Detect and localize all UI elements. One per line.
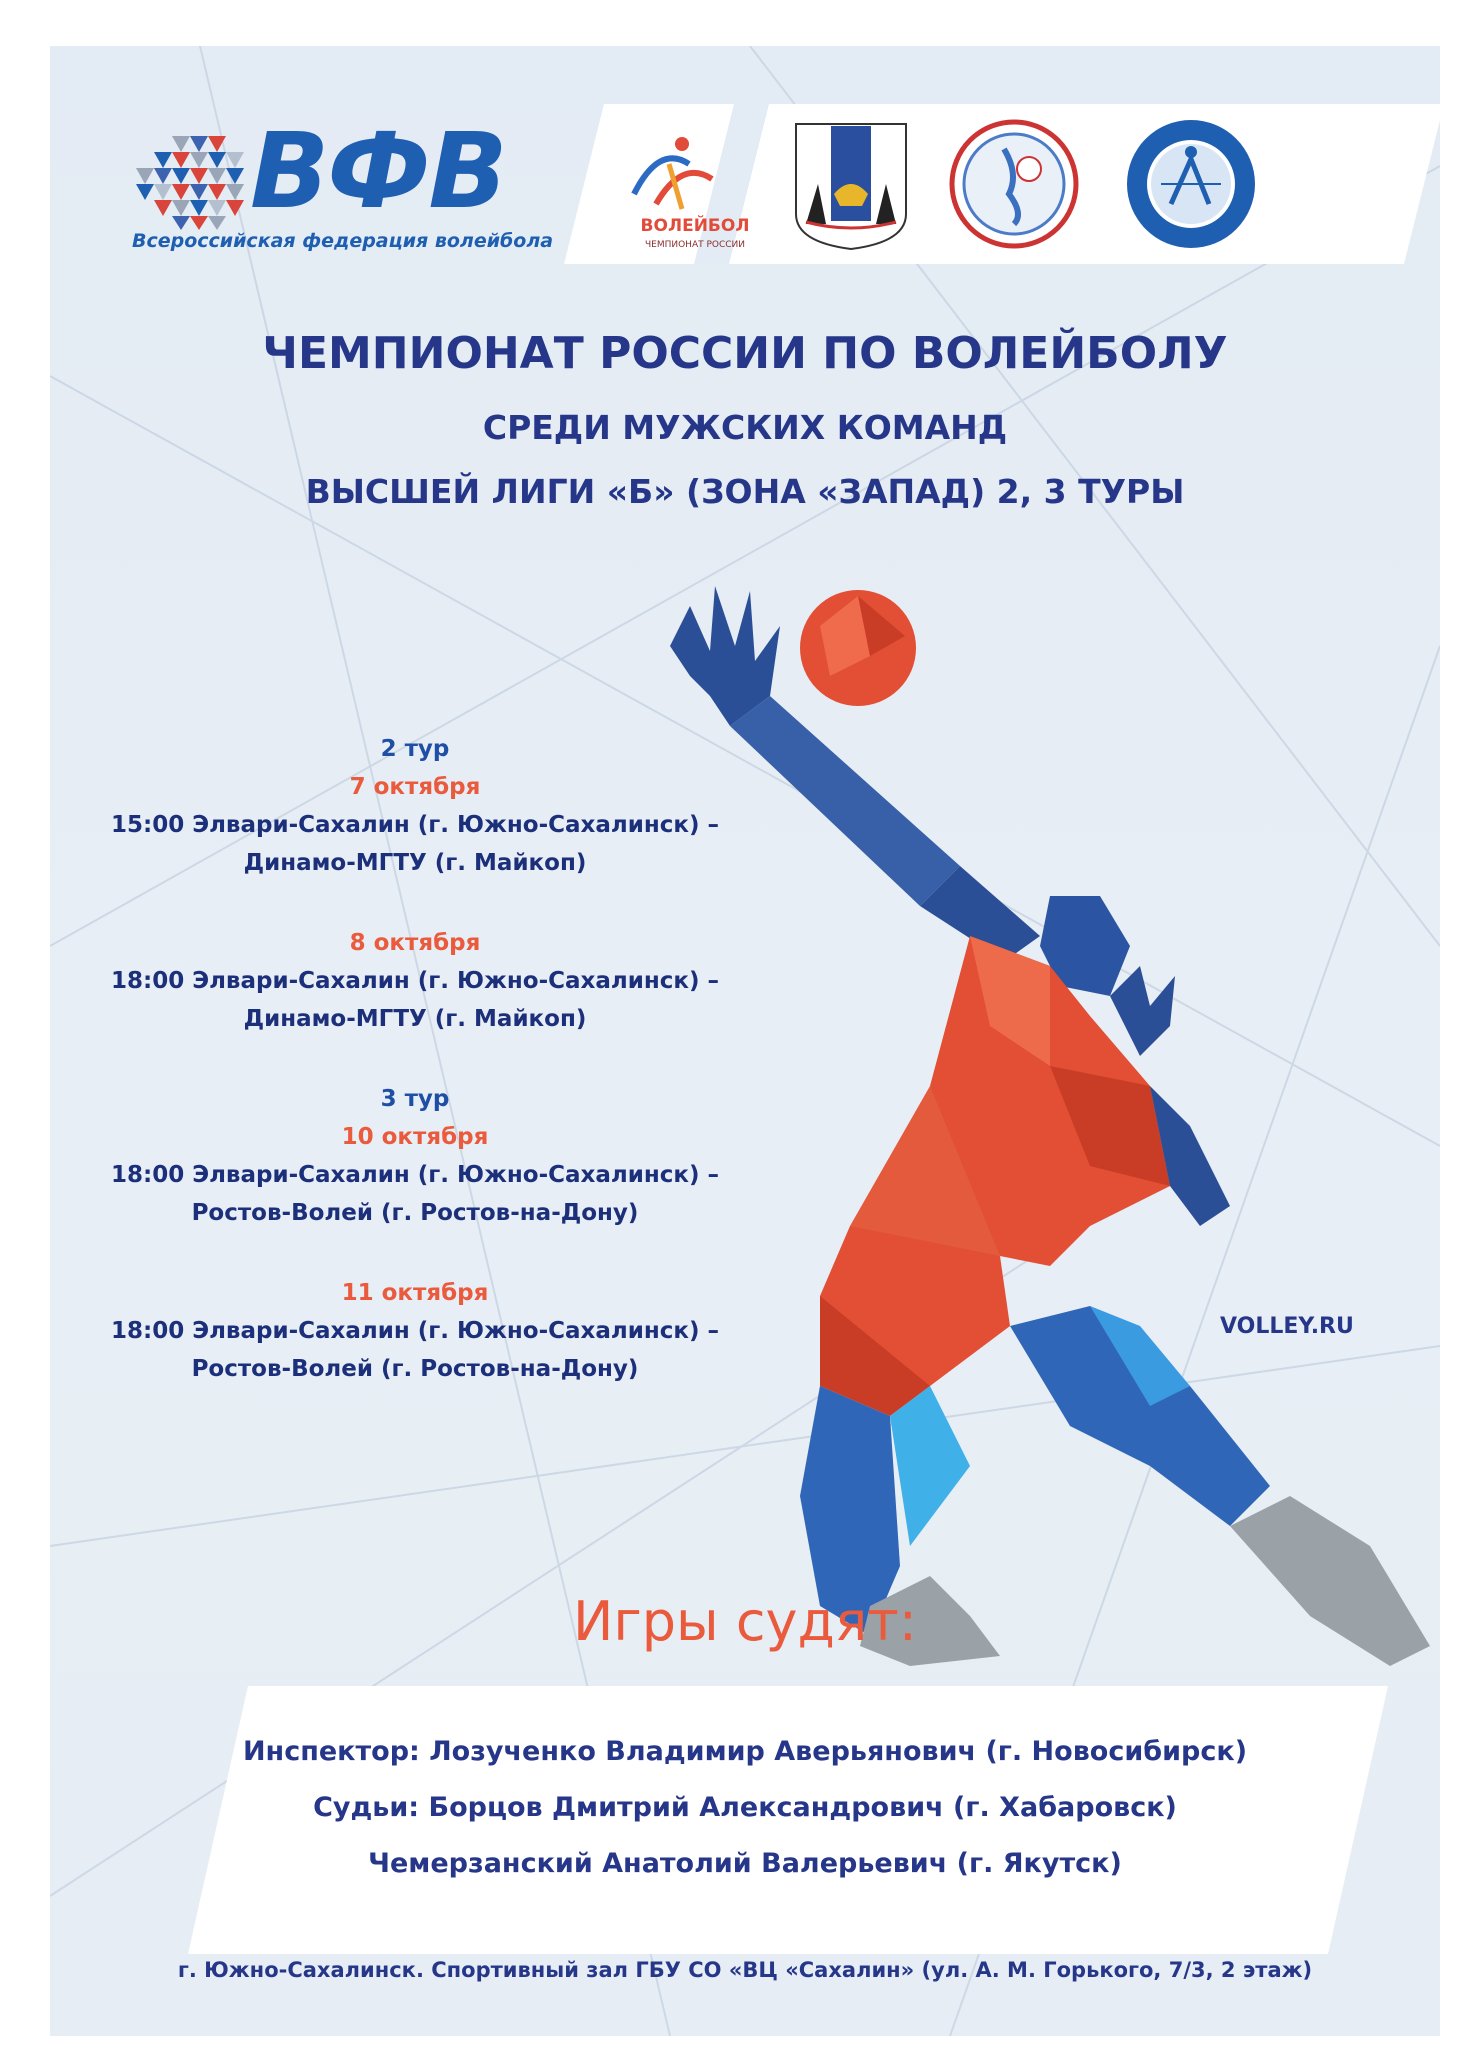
game-line: Ростов-Волей (г. Ростов-на-Дону) bbox=[191, 1200, 639, 1226]
page-subtitle-1: СРЕДИ МУЖСКИХ КОМАНД bbox=[482, 408, 1008, 447]
game-line: Ростов-Волей (г. Ростов-на-Дону) bbox=[191, 1356, 639, 1382]
page-title: ЧЕМПИОНАТ РОССИИ ПО ВОЛЕЙБОЛУ bbox=[262, 328, 1228, 379]
inspector-line: Инспектор: Лозученко Владимир Аверьянович (г. Новосибирск) bbox=[242, 1736, 1248, 1767]
website-link[interactable]: VOLLEY.RU bbox=[1220, 1314, 1354, 1339]
game-date: 8 октября bbox=[349, 930, 481, 956]
volleyball-player-illustration bbox=[670, 566, 1440, 1686]
vfv-abbreviation: ВФВ bbox=[250, 110, 506, 232]
game-date: 10 октября bbox=[341, 1124, 489, 1150]
game-line: 18:00 Элвари-Сахалин (г. Южно-Сахалинск) – bbox=[110, 968, 720, 994]
championship-logo-title: ВОЛЕЙБОЛ bbox=[640, 216, 750, 236]
page-subtitle-2: ВЫСШЕЙ ЛИГИ «Б» (ЗОНА «ЗАПАД) 2, 3 ТУРЫ bbox=[305, 472, 1185, 511]
game-date: 11 октября bbox=[341, 1280, 489, 1306]
game-line: Динамо-МГТУ (г. Майкоп) bbox=[243, 850, 587, 876]
vfv-full-name: Всероссийская федерация волейбола bbox=[132, 230, 554, 252]
volleyball-center-sakhalin-emblem-icon bbox=[1127, 120, 1255, 248]
venue-footer: г. Южно-Сахалинск. Спортивный зал ГБУ СО «ВЦ «Сахалин» (ул. А. М. Горького, 7/3, 2 этаж) bbox=[177, 1958, 1313, 1982]
round-2-label: 2 тур bbox=[380, 736, 450, 762]
game-line: Динамо-МГТУ (г. Майкоп) bbox=[243, 1006, 587, 1032]
game-line: 15:00 Элвари-Сахалин (г. Южно-Сахалинск) – bbox=[110, 812, 720, 838]
referee-line: Судьи: Борцов Дмитрий Александрович (г. Хабаровск) bbox=[313, 1792, 1177, 1823]
sakhalin-coat-of-arms-icon bbox=[796, 124, 906, 249]
championship-logo-subtitle: ЧЕМПИОНАТ РОССИИ bbox=[644, 240, 746, 250]
round-3-label: 3 тур bbox=[380, 1086, 450, 1112]
game-date: 7 октября bbox=[349, 774, 481, 800]
regional-federation-emblem-icon bbox=[952, 122, 1076, 246]
volleyball-ball-icon bbox=[800, 590, 916, 706]
poster bbox=[50, 46, 1440, 2036]
game-line: 18:00 Элвари-Сахалин (г. Южно-Сахалинск) – bbox=[110, 1318, 720, 1344]
referee-line: Чемерзанский Анатолий Валерьевич (г. Якутск) bbox=[368, 1848, 1122, 1879]
game-line: 18:00 Элвари-Сахалин (г. Южно-Сахалинск) – bbox=[110, 1162, 720, 1188]
judges-heading: Игры судят: bbox=[573, 1590, 917, 1653]
